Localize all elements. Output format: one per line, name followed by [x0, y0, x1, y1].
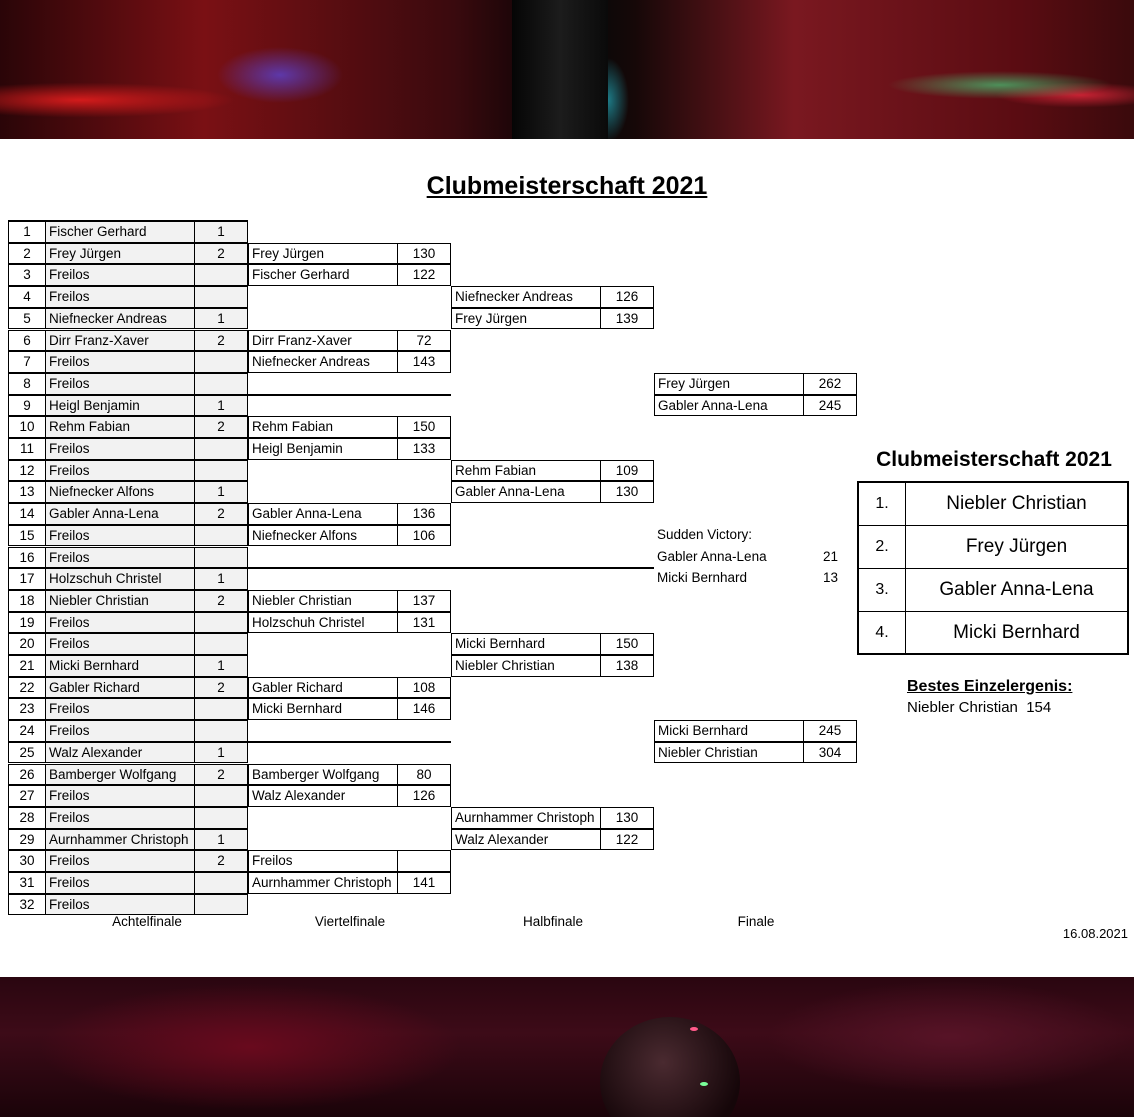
player-name: Niefnecker Alfons: [45, 481, 195, 503]
semifinal-player: Frey Jürgen: [451, 308, 601, 330]
best-single-line: [907, 699, 1051, 716]
quarterfinal-score: [397, 850, 451, 872]
player-name: Walz Alexander: [45, 742, 195, 764]
group-separator: [248, 741, 451, 743]
player-name: Bamberger Wolfgang: [45, 764, 195, 786]
ranking-name: Frey Jürgen: [965, 536, 1068, 557]
round1-score: 1: [194, 481, 248, 503]
ranking-row: [859, 526, 1127, 569]
player-name: Freilos: [45, 525, 195, 547]
quarterfinal-player: Aurnhammer Christoph: [248, 872, 398, 894]
photo-pole: [512, 0, 608, 139]
seed-number: 4: [8, 286, 46, 308]
group-separator: [248, 567, 451, 569]
seed-number: 24: [8, 720, 46, 742]
round1-score: 1: [194, 221, 248, 243]
quarterfinal-player: Micki Bernhard: [248, 698, 398, 720]
seed-number: 19: [8, 612, 46, 634]
group-separator: [8, 480, 248, 482]
seed-number: 18: [8, 590, 46, 612]
round1-score: [194, 894, 248, 916]
final-player: Gabler Anna-Lena: [654, 395, 804, 417]
quarterfinal-player: Gabler Anna-Lena: [248, 503, 398, 525]
quarterfinal-score: 130: [397, 243, 451, 265]
final-player: Frey Jürgen: [654, 373, 804, 395]
round-label-finale: Finale: [737, 914, 775, 929]
round1-score: [194, 785, 248, 807]
ranking-name: Gabler Anna-Lena: [939, 579, 1094, 600]
seed-number: 30: [8, 850, 46, 872]
sudden-victory-score-1: 21: [823, 549, 839, 564]
quarterfinal-player: Frey Jürgen: [248, 243, 398, 265]
semifinal-player: Micki Bernhard: [451, 633, 601, 655]
ranking-position: 4.: [859, 612, 906, 654]
round1-score: [194, 633, 248, 655]
round1-score: 1: [194, 742, 248, 764]
seed-number: 22: [8, 677, 46, 699]
quarterfinal-score: 146: [397, 698, 451, 720]
ranking-name: Niebler Christian: [946, 493, 1087, 514]
light-glint: [690, 1027, 698, 1031]
round1-score: 1: [194, 308, 248, 330]
player-name: Niefnecker Andreas: [45, 308, 195, 330]
ranking-title: Clubmeisterschaft 2021: [876, 448, 1112, 471]
round1-score: 2: [194, 330, 248, 352]
quarterfinal-player: Dirr Franz-Xaver: [248, 330, 398, 352]
player-name: Freilos: [45, 633, 195, 655]
player-name: Freilos: [45, 785, 195, 807]
quarterfinal-score: 131: [397, 612, 451, 634]
seed-number: 31: [8, 872, 46, 894]
quarterfinal-player: Niefnecker Andreas: [248, 351, 398, 373]
seed-number: 26: [8, 764, 46, 786]
ranking-position: 2.: [859, 526, 906, 568]
light-glint: [700, 1082, 708, 1086]
round1-score: 2: [194, 677, 248, 699]
round1-score: 1: [194, 395, 248, 417]
semifinal-player: Walz Alexander: [451, 829, 601, 851]
player-name: Frey Jürgen: [45, 243, 195, 265]
sudden-victory-name-2: Micki Bernhard: [657, 570, 748, 585]
quarterfinal-player: Walz Alexander: [248, 785, 398, 807]
player-name: Rehm Fabian: [45, 416, 195, 438]
quarterfinal-score: 143: [397, 351, 451, 373]
round-label-achtelfinale: Achtelfinale: [112, 914, 182, 929]
semifinal-player: Aurnhammer Christoph: [451, 807, 601, 829]
player-name: Freilos: [45, 286, 195, 308]
seed-number: 29: [8, 829, 46, 851]
best-single-title: Bestes Einzelergenis:: [907, 678, 1073, 695]
quarterfinal-score: 133: [397, 438, 451, 460]
semifinal-score: 130: [600, 481, 654, 503]
semifinal-score: 122: [600, 829, 654, 851]
quarterfinal-score: 141: [397, 872, 451, 894]
round1-score: [194, 807, 248, 829]
semifinal-player: Gabler Anna-Lena: [451, 481, 601, 503]
round1-score: [194, 547, 248, 569]
round1-score: 2: [194, 850, 248, 872]
bowling-ball: [600, 1017, 740, 1117]
seed-number: 28: [8, 807, 46, 829]
round1-score: [194, 525, 248, 547]
group-separator: [451, 567, 654, 569]
seed-number: 25: [8, 742, 46, 764]
player-name: Holzschuh Christel: [45, 568, 195, 590]
semifinal-score: 139: [600, 308, 654, 330]
player-name: Fischer Gerhard: [45, 221, 195, 243]
player-name: Gabler Anna-Lena: [45, 503, 195, 525]
round1-score: 1: [194, 568, 248, 590]
player-name: Heigl Benjamin: [45, 395, 195, 417]
page-title: Clubmeisterschaft 2021: [426, 172, 708, 200]
round1-score: 1: [194, 655, 248, 677]
seed-number: 8: [8, 373, 46, 395]
semifinal-player: Niefnecker Andreas: [451, 286, 601, 308]
final-score: 245: [803, 720, 857, 742]
semifinal-score: 126: [600, 286, 654, 308]
player-name: Freilos: [45, 872, 195, 894]
round1-score: [194, 698, 248, 720]
seed-number: 15: [8, 525, 46, 547]
round1-score: [194, 351, 248, 373]
group-separator: [8, 741, 248, 743]
round1-score: [194, 720, 248, 742]
semifinal-player: Rehm Fabian: [451, 460, 601, 482]
round1-score: 2: [194, 416, 248, 438]
quarterfinal-player: Gabler Richard: [248, 677, 398, 699]
player-name: Dirr Franz-Xaver: [45, 330, 195, 352]
seed-number: 27: [8, 785, 46, 807]
seed-number: 6: [8, 330, 46, 352]
quarterfinal-score: 136: [397, 503, 451, 525]
group-separator: [8, 654, 248, 656]
group-separator: [8, 307, 248, 309]
ranking-row: [859, 612, 1127, 655]
seed-number: 12: [8, 460, 46, 482]
quarterfinal-score: 80: [397, 764, 451, 786]
seed-number: 32: [8, 894, 46, 916]
ranking-name: Micki Bernhard: [953, 622, 1080, 643]
date-stamp: 16.08.2021: [1062, 926, 1128, 941]
sudden-victory-label: Sudden Victory:: [657, 527, 753, 542]
player-name: Freilos: [45, 373, 195, 395]
player-name: Freilos: [45, 894, 195, 916]
group-separator: [248, 394, 451, 396]
seed-number: 20: [8, 633, 46, 655]
round1-score: [194, 286, 248, 308]
player-name: Niebler Christian: [45, 590, 195, 612]
seed-number: 14: [8, 503, 46, 525]
seed-number: 9: [8, 395, 46, 417]
player-name: Freilos: [45, 438, 195, 460]
player-name: Gabler Richard: [45, 677, 195, 699]
quarterfinal-player: Rehm Fabian: [248, 416, 398, 438]
quarterfinal-score: 150: [397, 416, 451, 438]
player-name: Freilos: [45, 698, 195, 720]
best-single-name: Niebler Christian: [907, 699, 1018, 716]
player-name: Freilos: [45, 807, 195, 829]
quarterfinal-score: 108: [397, 677, 451, 699]
group-separator: [8, 567, 248, 569]
seed-number: 2: [8, 243, 46, 265]
player-name: Freilos: [45, 850, 195, 872]
round1-score: [194, 373, 248, 395]
seed-number: 11: [8, 438, 46, 460]
ranking-row: [859, 483, 1127, 526]
round1-score: 2: [194, 590, 248, 612]
final-score: 304: [803, 742, 857, 764]
round1-score: [194, 438, 248, 460]
player-name: Freilos: [45, 547, 195, 569]
player-name: Freilos: [45, 720, 195, 742]
seed-number: 5: [8, 308, 46, 330]
seed-number: 13: [8, 481, 46, 503]
round1-score: [194, 460, 248, 482]
final-score: 262: [803, 373, 857, 395]
round1-score: [194, 612, 248, 634]
group-separator: [8, 220, 248, 222]
ranking-table: [857, 481, 1129, 655]
group-separator: [8, 828, 248, 830]
player-name: Aurnhammer Christoph: [45, 829, 195, 851]
seed-number: 10: [8, 416, 46, 438]
quarterfinal-player: Niebler Christian: [248, 590, 398, 612]
final-player: Niebler Christian: [654, 742, 804, 764]
player-name: Freilos: [45, 612, 195, 634]
final-player: Micki Bernhard: [654, 720, 804, 742]
round1-score: 2: [194, 764, 248, 786]
seed-number: 21: [8, 655, 46, 677]
quarterfinal-score: 126: [397, 785, 451, 807]
final-score: 245: [803, 395, 857, 417]
semifinal-score: 150: [600, 633, 654, 655]
player-name: Freilos: [45, 264, 195, 286]
ranking-row: [859, 569, 1127, 612]
seed-number: 23: [8, 698, 46, 720]
round1-score: [194, 264, 248, 286]
player-name: Micki Bernhard: [45, 655, 195, 677]
seed-number: 3: [8, 264, 46, 286]
semifinal-score: 138: [600, 655, 654, 677]
quarterfinal-player: Freilos: [248, 850, 398, 872]
seed-number: 17: [8, 568, 46, 590]
round-label-viertelfinale: Viertelfinale: [314, 914, 386, 929]
semifinal-score: 109: [600, 460, 654, 482]
footer-photo: [0, 977, 1134, 1117]
round1-score: 1: [194, 829, 248, 851]
sudden-victory-name-1: Gabler Anna-Lena: [657, 549, 767, 564]
round1-score: 2: [194, 243, 248, 265]
quarterfinal-player: Fischer Gerhard: [248, 264, 398, 286]
seed-number: 16: [8, 547, 46, 569]
header-photo: [0, 0, 1134, 139]
ranking-position: 3.: [859, 569, 906, 611]
quarterfinal-player: Bamberger Wolfgang: [248, 764, 398, 786]
round1-score: [194, 872, 248, 894]
quarterfinal-player: Niefnecker Alfons: [248, 525, 398, 547]
quarterfinal-score: 106: [397, 525, 451, 547]
player-name: Freilos: [45, 351, 195, 373]
quarterfinal-score: 122: [397, 264, 451, 286]
quarterfinal-score: 72: [397, 330, 451, 352]
round-label-halbfinale: Halbfinale: [522, 914, 584, 929]
quarterfinal-score: 137: [397, 590, 451, 612]
seed-number: 7: [8, 351, 46, 373]
seed-number: 1: [8, 221, 46, 243]
semifinal-score: 130: [600, 807, 654, 829]
best-single-score: 154: [1026, 699, 1052, 716]
ranking-position: 1.: [859, 483, 906, 525]
player-name: Freilos: [45, 460, 195, 482]
group-separator: [8, 394, 248, 396]
sudden-victory-score-2: 13: [823, 570, 839, 585]
quarterfinal-player: Holzschuh Christel: [248, 612, 398, 634]
quarterfinal-player: Heigl Benjamin: [248, 438, 398, 460]
round1-score: 2: [194, 503, 248, 525]
semifinal-player: Niebler Christian: [451, 655, 601, 677]
